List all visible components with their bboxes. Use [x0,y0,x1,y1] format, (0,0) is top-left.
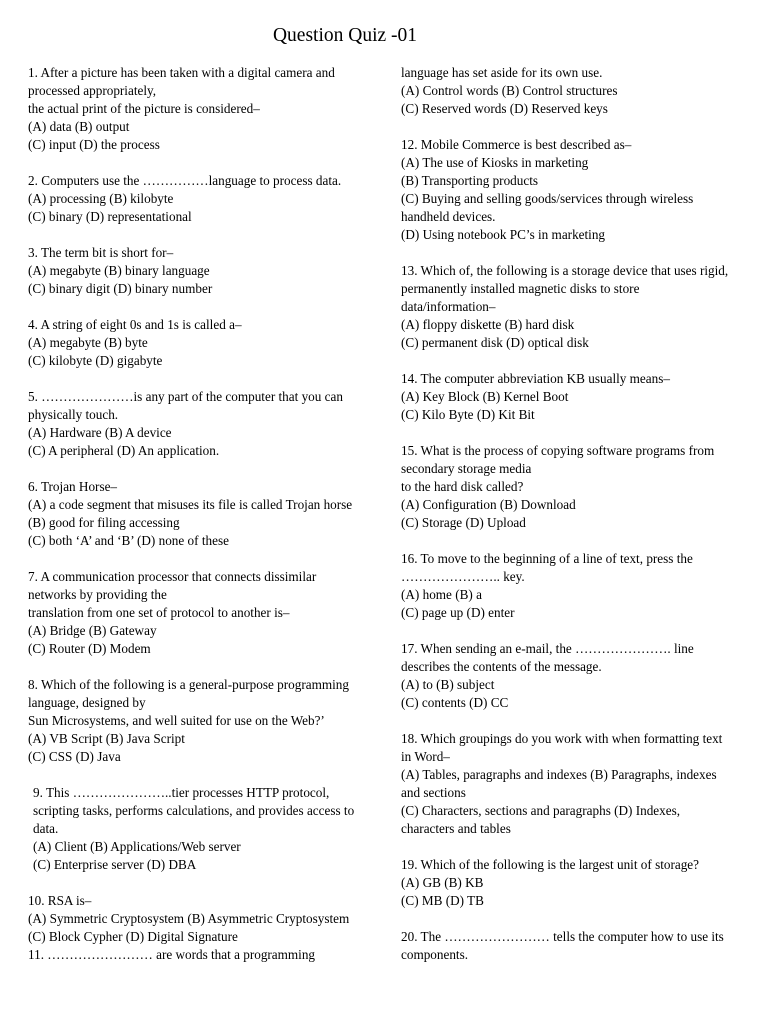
question-block [28,892,380,964]
question-text-line: (C) Block Cypher (D) Digital Signature [28,929,238,944]
question-text-line: (C) kilobyte (D) gigabyte [28,353,163,368]
question-text-line: Sun Microsystems, and well suited for use on the Web?’ [28,713,325,728]
question-text-line: (C) contents (D) CC [401,695,509,710]
question-block [28,244,380,298]
question-text-line: 7. A communication processor that connects dissimilar [28,569,317,584]
question-text-line: (D) Using notebook PC’s in marketing [401,227,606,242]
question-block [28,478,380,550]
question-text-line: 13. Which of, the following is a storage device that uses rigid, [401,263,729,278]
question-text-line: (A) to (B) subject [401,677,495,692]
question-text-line: to the hard disk called? [401,479,524,494]
question-text-line: (A) Symmetric Cryptosystem (B) Asymmetric Cryptosystem [28,911,350,926]
question-text-line: 9. This …………………..tier processes HTTP protocol, [33,785,330,800]
question-text-line: (A) VB Script (B) Java Script [28,731,185,746]
question-text-line: describes the contents of the message. [401,659,602,674]
question-text-line: (A) Hardware (B) A device [28,425,172,440]
question-text-line: (A) Client (B) Applications/Web server [33,839,241,854]
question-text-line: components. [401,947,469,962]
question-text-line: (A) Bridge (B) Gateway [28,623,157,638]
question-block [401,640,753,712]
question-block [401,370,753,424]
question-block [28,676,380,766]
question-text-line: handheld devices. [401,209,496,224]
question-text-line: (B) good for filing accessing [28,515,180,530]
question-text-line: (A) a code segment that misuses its file is called Trojan horse [28,497,353,512]
question-text-line: in Word– [401,749,450,764]
question-text-line: (C) binary (D) representational [28,209,192,224]
question-text-line: (A) The use of Kiosks in marketing [401,155,589,170]
left-question-column [28,64,380,964]
question-text-line: 1. After a picture has been taken with a digital camera and [28,65,335,80]
question-block [401,64,753,118]
question-text-line: scripting tasks, performs calculations, and provides access to [33,803,355,818]
question-block [401,730,753,838]
right-question-column [401,64,753,964]
question-block [28,388,380,460]
question-text-line: (C) page up (D) enter [401,605,515,620]
question-text-line: 20. The …………………… tells the computer how to use its [401,929,724,944]
question-text-line: 17. When sending an e-mail, the …………………. line [401,641,694,656]
question-text-line: characters and tables [401,821,511,836]
question-text-line: (A) home (B) a [401,587,482,602]
question-block [401,262,753,352]
question-block [28,784,380,874]
question-text-line: 18. Which groupings do you work with when formatting text [401,731,723,746]
question-text-line: 5. …………………is any part of the computer that you can [28,389,343,404]
question-block [28,568,380,658]
question-text-line: (A) GB (B) KB [401,875,484,890]
question-text-line: data. [33,821,59,836]
question-block [28,172,380,226]
question-text-line: networks by providing the [28,587,167,602]
question-text-line: (A) data (B) output [28,119,130,134]
question-text-line: (C) Buying and selling goods/services through wireless [401,191,694,206]
question-text-line: (C) both ‘A’ and ‘B’ (D) none of these [28,533,229,548]
question-text-line: physically touch. [28,407,119,422]
question-text-line: 10. RSA is– [28,893,92,908]
question-text-line: 2. Computers use the ……………language to process data. [28,173,342,188]
question-text-line: (C) Router (D) Modem [28,641,151,656]
question-text-line: (C) Characters, sections and paragraphs (D) Indexes, [401,803,681,818]
question-text-line: (C) CSS (D) Java [28,749,121,764]
page-title: Question Quiz -01 [272,25,418,46]
question-text-line: (B) Transporting products [401,173,539,188]
question-text-line: 12. Mobile Commerce is best described as– [401,137,632,152]
question-text-line: 19. Which of the following is the largest unit of storage? [401,857,699,872]
question-text-line: (C) Reserved words (D) Reserved keys [401,101,608,116]
question-text-line: processed appropriately, [28,83,157,98]
question-text-line: and sections [401,785,466,800]
question-text-line: (C) binary digit (D) binary number [28,281,213,296]
question-text-line: 8. Which of the following is a general-purpose programming [28,677,349,692]
question-text-line: 14. The computer abbreviation KB usually means– [401,371,670,386]
question-text-line: data/information– [401,299,496,314]
question-block [28,64,380,154]
question-text-line: (C) input (D) the process [28,137,160,152]
question-block [401,550,753,622]
question-text-line: (A) megabyte (B) byte [28,335,148,350]
question-text-line: (A) Control words (B) Control structures [401,83,618,98]
question-text-line: 6. Trojan Horse– [28,479,118,494]
question-text-line: 15. What is the process of copying software programs from [401,443,715,458]
question-text-line: language, designed by [28,695,146,710]
question-text-line: (C) A peripheral (D) An application. [28,443,220,458]
question-text-line: ………………….. key. [401,569,525,584]
question-block [401,442,753,532]
question-text-line: (A) floppy diskette (B) hard disk [401,317,575,332]
question-text-line: 4. A string of eight 0s and 1s is called a– [28,317,242,332]
question-block [401,928,753,964]
question-text-line: 11. …………………… are words that a programming [28,947,316,962]
question-block [401,856,753,910]
question-text-line: secondary storage media [401,461,532,476]
question-text-line: the actual print of the picture is considered– [28,101,260,116]
question-block [28,316,380,370]
question-text-line: (C) Kilo Byte (D) Kit Bit [401,407,535,422]
question-text-line: (C) permanent disk (D) optical disk [401,335,589,350]
question-text-line: (A) megabyte (B) binary language [28,263,210,278]
question-text-line: (A) Key Block (B) Kernel Boot [401,389,569,404]
question-text-line: (C) Storage (D) Upload [401,515,526,530]
question-text-line: 16. To move to the beginning of a line of text, press the [401,551,693,566]
question-text-line: (C) Enterprise server (D) DBA [33,857,197,872]
question-text-line: (A) Configuration (B) Download [401,497,576,512]
question-text-line: (A) processing (B) kilobyte [28,191,174,206]
question-text-line: (A) Tables, paragraphs and indexes (B) Paragraphs, indexes [401,767,717,782]
question-text-line: 3. The term bit is short for– [28,245,174,260]
question-text-line: translation from one set of protocol to another is– [28,605,290,620]
question-text-line: language has set aside for its own use. [401,65,603,80]
question-text-line: (C) MB (D) TB [401,893,484,908]
question-block [401,136,753,244]
question-text-line: permanently installed magnetic disks to store [401,281,640,296]
